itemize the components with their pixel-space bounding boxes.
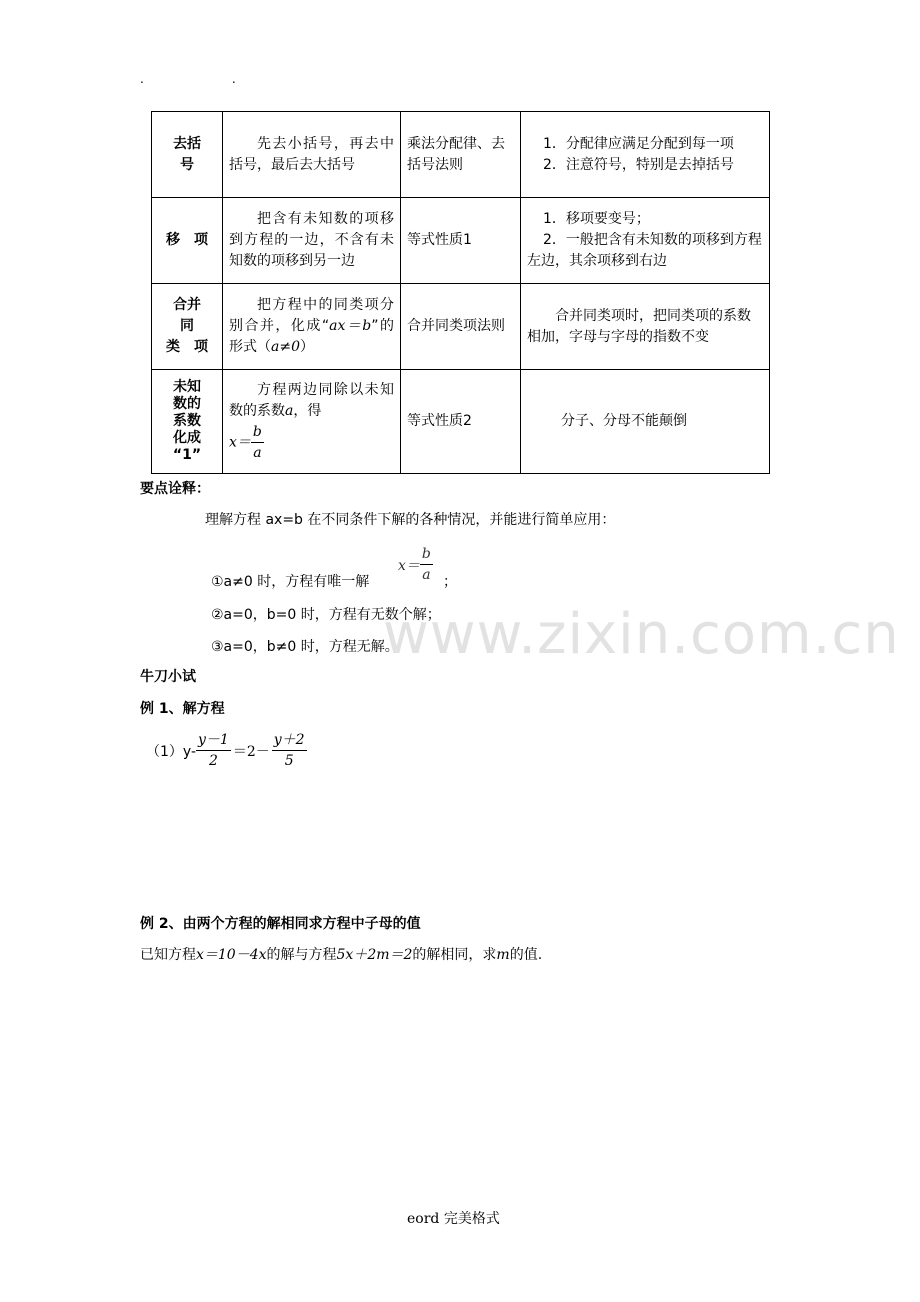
step-method: 把含有未知数的项移到方程的一边，不含有未知数的项移到另一边 bbox=[223, 198, 401, 284]
fraction-y-minus-1-over-2: $\frac{y-1}{2}$ bbox=[198, 732, 229, 769]
table-row bbox=[152, 198, 770, 284]
step-method: 方程两边同除以未知数的系数a，得 x＝ $\frac{b}{a}$ bbox=[223, 370, 401, 474]
example-2-title: 例 2、由两个方程的解相同求方程中子母的值 bbox=[140, 916, 421, 932]
case-1-solution: x＝ $\frac{b}{a}$ bbox=[398, 546, 431, 583]
key-points-intro: 理解方程 ax=b 在不同条件下解的各种情况，并能进行简单应用： bbox=[205, 512, 616, 528]
step-method: 把方程中的同类项分别合并，化成“ax＝b”的形式（a≠0） bbox=[223, 284, 401, 370]
step-basis: 乘法分配律、去括号法则 bbox=[401, 112, 521, 198]
step-basis: 等式性质1 bbox=[401, 198, 521, 284]
step-notes: 1．移项要变号； 2．一般把含有未知数的项移到方程左边，其余项移到右边 bbox=[521, 198, 770, 284]
case-1: ①a≠0 时，方程有唯一解 bbox=[211, 574, 370, 590]
step-basis: 等式性质2 bbox=[401, 370, 521, 474]
step-method: 先去小括号，再去中括号，最后去大括号 bbox=[223, 112, 401, 198]
step-basis: 合并同类项法则 bbox=[401, 284, 521, 370]
step-notes: 1．分配律应满足分配到每一项 2．注意符号，特别是去掉括号 bbox=[521, 112, 770, 198]
step-name: 去括号 bbox=[152, 112, 223, 198]
fraction-b-over-a: $\frac{b}{a}$ bbox=[252, 424, 262, 461]
case-2: ②a=0，b=0 时，方程有无数个解； bbox=[211, 607, 441, 623]
fraction-b-over-a: $\frac{b}{a}$ bbox=[421, 546, 431, 583]
header-dots: . . bbox=[140, 72, 236, 86]
step-name: 移 项 bbox=[152, 198, 223, 284]
case-3: ③a=0，b≠0 时，方程无解。 bbox=[211, 639, 399, 655]
example-2-text: 已知方程x＝10－4x的解与方程5x＋2m＝2的解相同，求m的值. bbox=[140, 947, 543, 963]
table-row bbox=[152, 370, 770, 474]
footer: eord 完美格式 bbox=[407, 1211, 500, 1227]
step-name: 合并 同 类 项 bbox=[152, 284, 223, 370]
table-row bbox=[152, 284, 770, 370]
step-name: 未知 数的 系数 化成 “1” bbox=[152, 370, 223, 474]
example-1-title: 例 1、解方程 bbox=[140, 701, 225, 717]
table-row bbox=[152, 112, 770, 198]
watermark: www.zixin.com.cn bbox=[383, 602, 900, 667]
section-title: 牛刀小试 bbox=[140, 669, 196, 685]
equation-steps-table bbox=[151, 111, 770, 474]
example-1-equation: （1）y- $\frac{y-1}{2}$ ＝2－ $\frac{y+2}{5}$ bbox=[146, 732, 305, 769]
step-notes: 分子、分母不能颠倒 bbox=[521, 370, 770, 474]
key-points-heading: 要点诠释： bbox=[140, 481, 210, 497]
step-notes: 合并同类项时，把同类项的系数相加，字母与字母的指数不变 bbox=[521, 284, 770, 370]
fraction-y-plus-2-over-5: $\frac{y+2}{5}$ bbox=[273, 732, 305, 769]
